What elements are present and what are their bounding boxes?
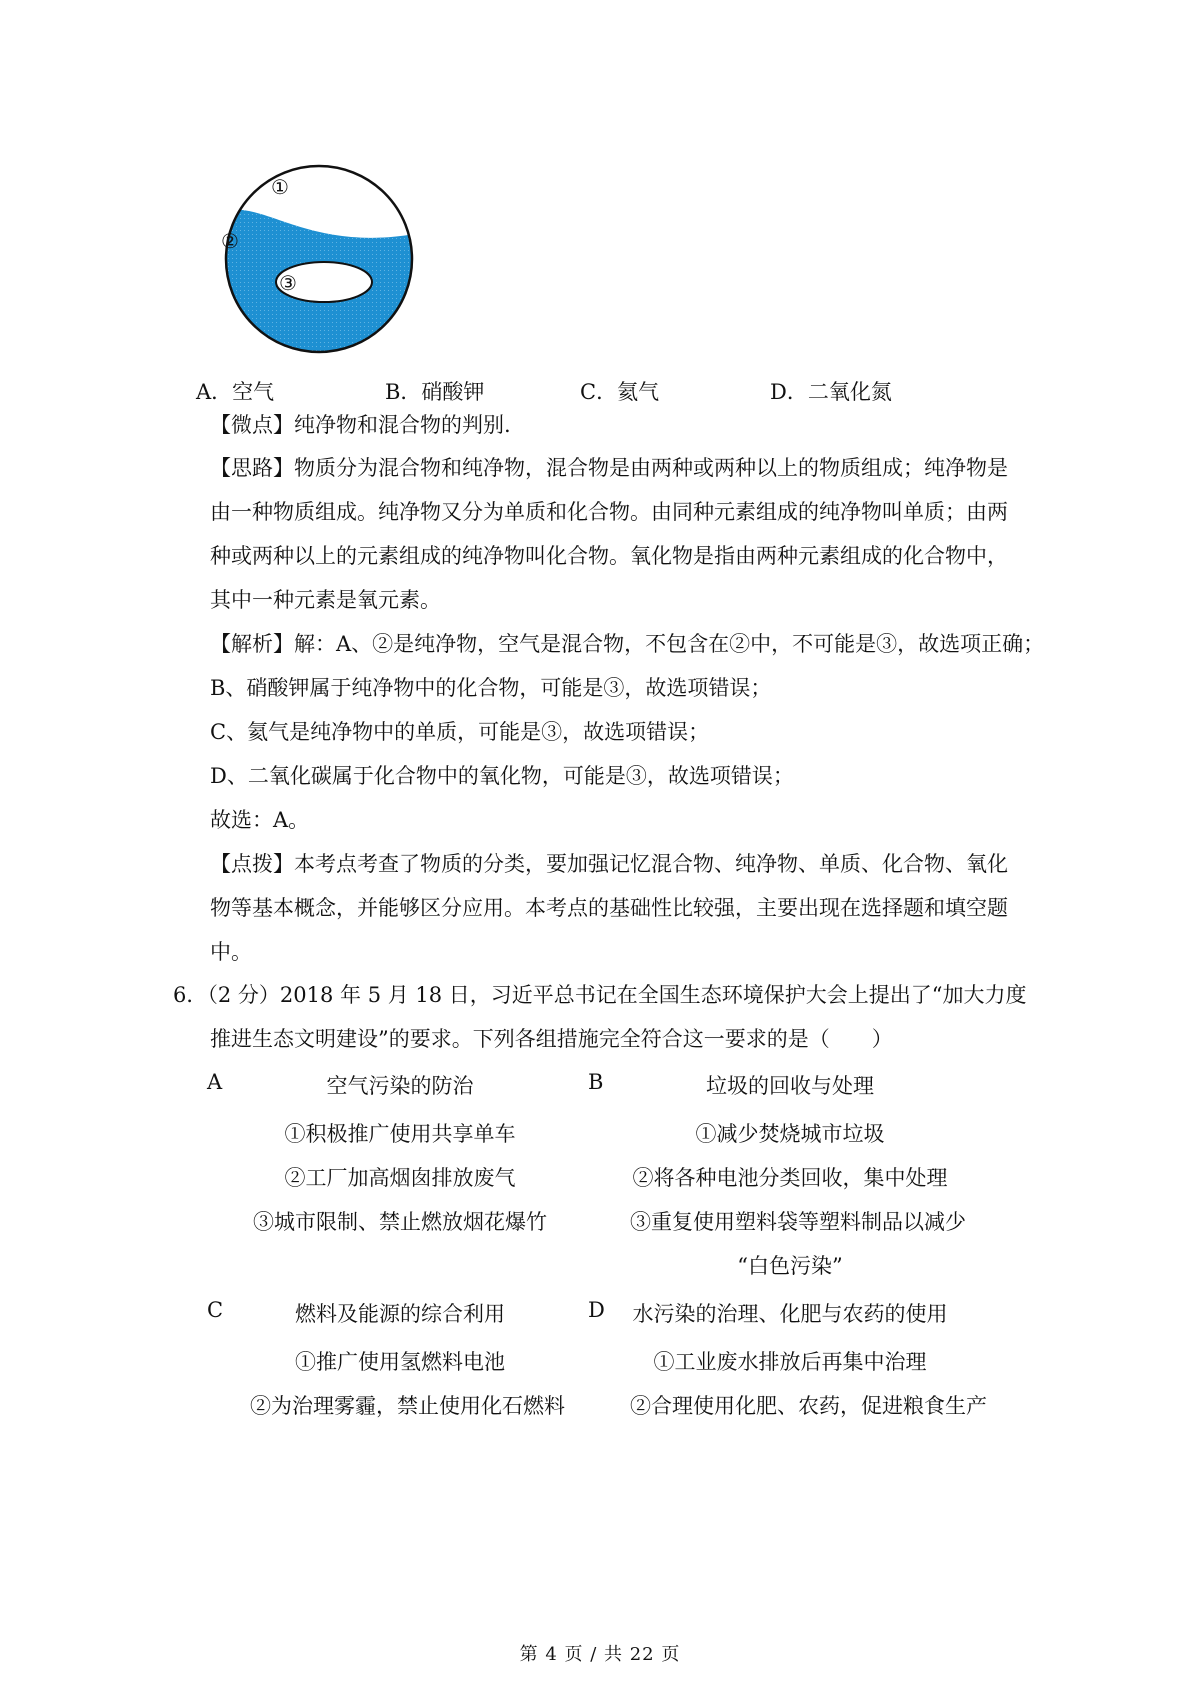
group-b-item: ①减少焚烧城市垃圾 <box>695 1122 885 1146</box>
jiexi-line: 【解析】解：A、②是纯净物，空气是混合物，不包含在②中，不可能是③，故选项正确； <box>210 632 1045 656</box>
group-a-title: 空气污染的防治 <box>326 1074 474 1098</box>
option-b: B．硝酸钾 <box>385 380 485 404</box>
jiexi-line: C、氦气是纯净物中的单质，可能是③，故选项错误； <box>210 720 710 744</box>
weidian-line: 【微点】纯净物和混合物的判别. <box>210 413 511 437</box>
group-c-title: 燃料及能源的综合利用 <box>295 1302 505 1326</box>
group-c-item: ①推广使用氢燃料电池 <box>295 1350 505 1374</box>
option-d: D．二氧化氮 <box>770 380 892 404</box>
label-2: ② <box>221 229 239 253</box>
silu-line: 其中一种元素是氧元素。 <box>210 588 441 612</box>
group-b-title: 垃圾的回收与处理 <box>706 1074 874 1098</box>
classification-diagram <box>212 162 426 356</box>
answer-options <box>0 376 1200 410</box>
dianbo-line: 中。 <box>210 940 252 964</box>
group-b-item: “白色污染” <box>737 1254 843 1278</box>
jiexi-line: D、二氧化碳属于化合物中的氧化物，可能是③，故选项错误； <box>210 764 794 788</box>
label-3: ③ <box>279 271 297 295</box>
option-c: C．氦气 <box>580 380 660 404</box>
silu-line: 【思路】物质分为混合物和纯净物，混合物是由两种或两种以上的物质组成；纯净物是 <box>210 456 1008 480</box>
group-b-letter: B <box>588 1070 604 1094</box>
group-a-item: ②工厂加高烟囱排放废气 <box>284 1166 516 1190</box>
jiexi-line: B、硝酸钾属于纯净物中的化合物，可能是③，故选项错误； <box>210 676 772 700</box>
silu-line: 由一种物质组成。纯净物又分为单质和化合物。由同种元素组成的纯净物叫单质；由两 <box>210 500 1008 524</box>
jiexi-line: 故选：A。 <box>210 808 310 832</box>
question-6-stem: 推进生态文明建设”的要求。下列各组措施完全符合这一要求的是（ ） <box>210 1027 893 1051</box>
group-a-item: ①积极推广使用共享单车 <box>284 1122 516 1146</box>
group-a-letter: A <box>207 1070 223 1094</box>
group-c-item: ②为治理雾霾，禁止使用化石燃料 <box>250 1394 565 1418</box>
group-b-item: ②将各种电池分类回收，集中处理 <box>632 1166 948 1190</box>
dianbo-line: 【点拨】本考点考查了物质的分类，要加强记忆混合物、纯净物、单质、化合物、氧化 <box>210 852 1008 876</box>
group-d-letter: D <box>588 1298 605 1322</box>
label-1: ① <box>271 175 289 199</box>
option-a: A．空气 <box>196 380 275 404</box>
group-d-item: ②合理使用化肥、农药，促进粮食生产 <box>630 1394 987 1418</box>
group-a-item: ③城市限制、禁止燃放烟花爆竹 <box>253 1210 547 1234</box>
group-d-title: 水污染的治理、化肥与农药的使用 <box>632 1302 948 1326</box>
silu-line: 种或两种以上的元素组成的纯净物叫化合物。氧化物是指由两种元素组成的化合物中， <box>210 544 1008 568</box>
group-b-item: ③重复使用塑料袋等塑料制品以减少 <box>630 1210 966 1234</box>
dianbo-line: 物等基本概念，并能够区分应用。本考点的基础性比较强，主要出现在选择题和填空题 <box>210 896 1008 920</box>
group-c-letter: C <box>207 1298 224 1322</box>
group-d-item: ①工业废水排放后再集中治理 <box>653 1350 927 1374</box>
page-footer: 第 4 页 / 共 22 页 <box>519 1644 681 1665</box>
question-6-stem: 6．（2 分）2018 年 5 月 18 日，习近平总书记在全国生态环境保护大会上提出了“加大力度 <box>173 983 1027 1007</box>
